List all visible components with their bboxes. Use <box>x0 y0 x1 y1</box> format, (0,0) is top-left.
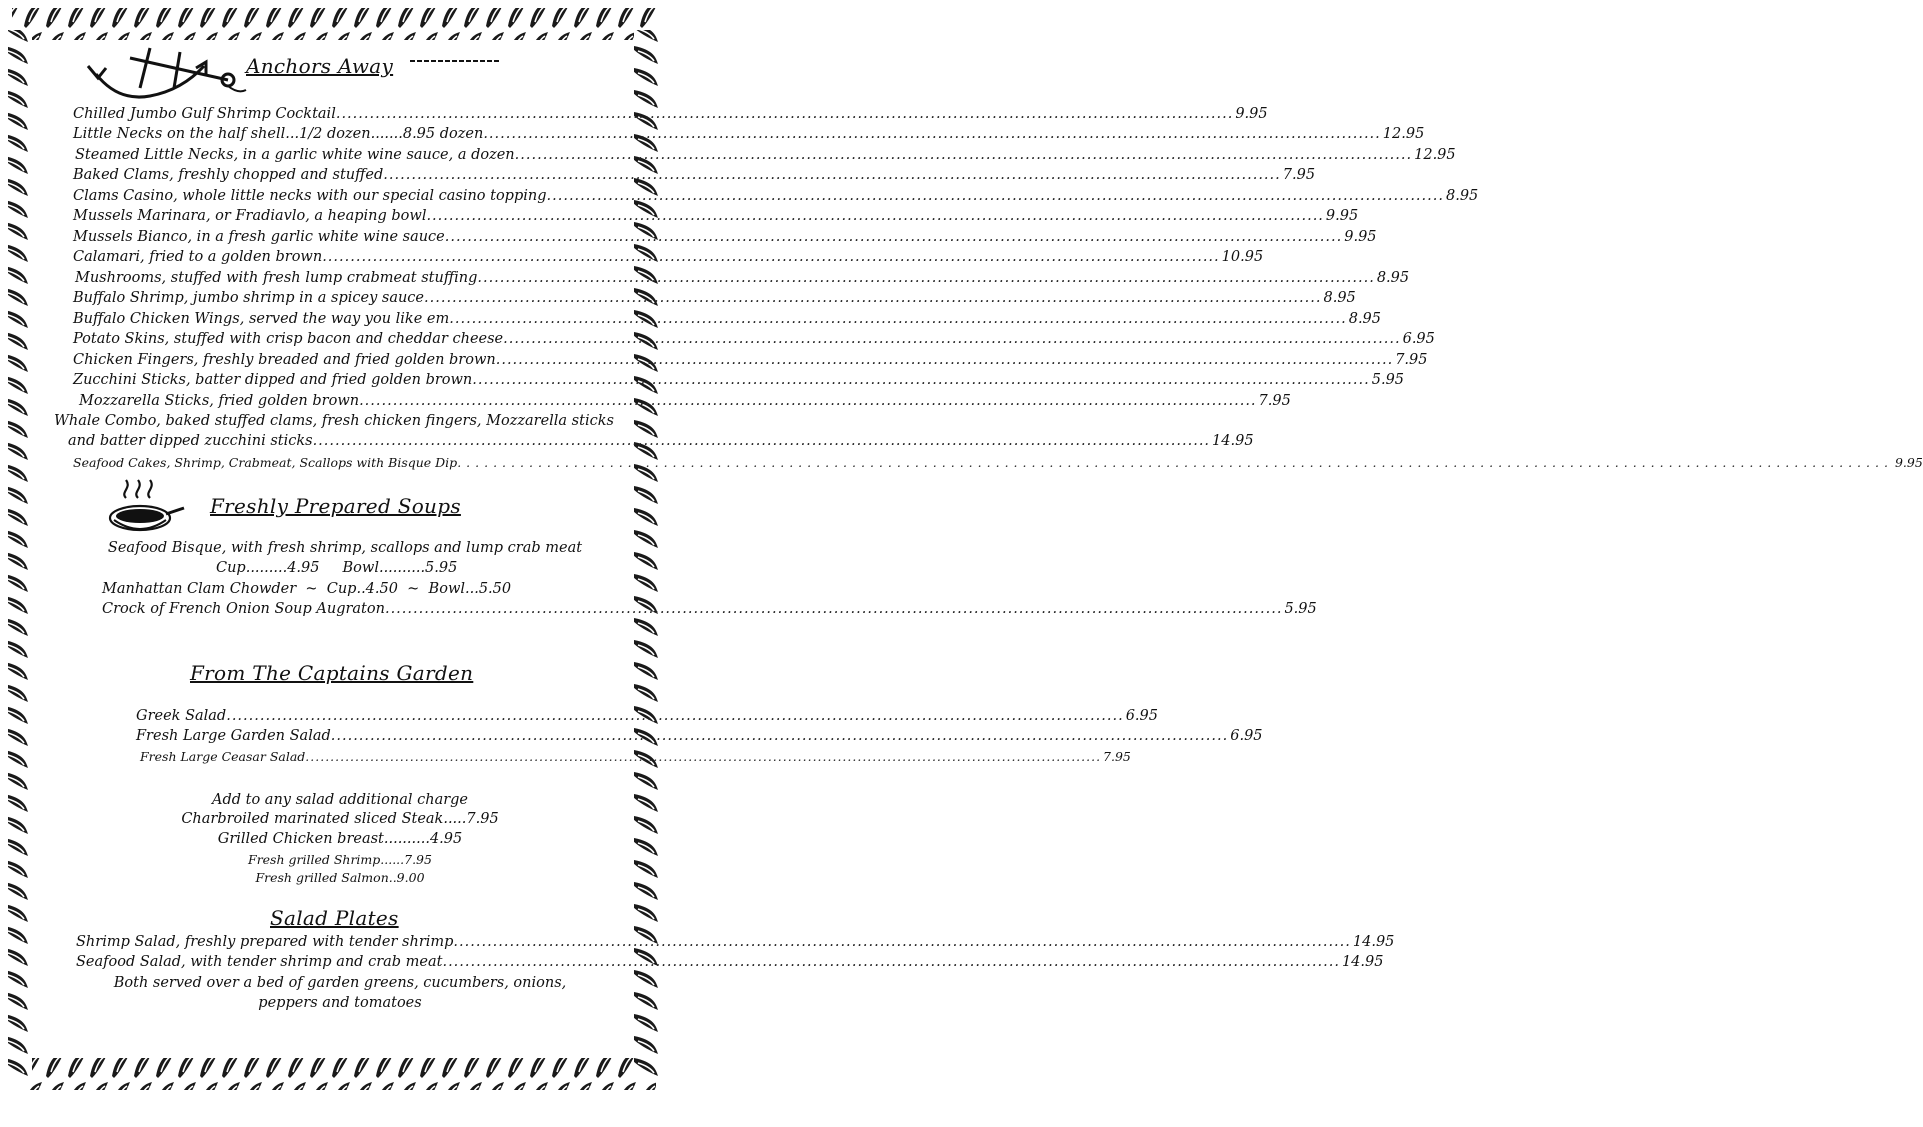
salad-note: peppers and tomatoes <box>258 995 422 1011</box>
list-item: Zucchini Sticks, batter dipped and fried golden brown ..... 5.95 <box>73 370 585 390</box>
salad-note: Both served over a bed of garden greens, cucumbers, onions, <box>113 975 567 991</box>
list-item: Fresh Large Ceasar Salad ..... 7.95 <box>140 747 526 767</box>
list-item: Mushrooms, stuffed with fresh lump crabmeat stuffing ..... 8.95 <box>75 268 585 288</box>
list-item: Mussels Marinara, or Fradiavlo, a heaping bowl ..... 9.95 <box>73 206 585 226</box>
list-item: Potato Skins, stuffed with crisp bacon and cheddar cheese ..... 6.95 <box>73 329 585 349</box>
list-item: Seafood Bisque, with fresh shrimp, scallops and lump crab meat <box>107 540 583 556</box>
section-title-captains-garden: From The Captains Garden <box>190 661 474 685</box>
list-item: Buffalo Chicken Wings, served the way you like em ..... 8.95 <box>73 309 585 329</box>
list-item: Greek Salad ..... 6.95 <box>136 706 528 726</box>
list-item: and batter dipped zucchini sticks ..... 14.95 <box>68 431 591 451</box>
list-item: Calamari, fried to a golden brown ..... 10.95 <box>73 247 585 267</box>
list-item: Little Necks on the half shell...1/2 dozen.......8.95 dozen ..... 12.95 <box>73 124 587 144</box>
list-item: Steamed Little Necks, in a garlic white wine sauce, a dozen ..... 12.95 <box>75 145 586 165</box>
list-item: Mussels Bianco, in a fresh garlic white wine sauce ..... 9.95 <box>73 227 585 247</box>
list-item: Mozzarella Sticks, fried golden brown ..... 7.95 <box>79 391 584 411</box>
list-item: Chilled Jumbo Gulf Shrimp Cocktail ..... 9.95 <box>73 104 561 124</box>
list-item: Seafood Salad, with tender shrimp and crab meat ..... 14.95 <box>76 952 594 972</box>
addon-item: Grilled Chicken breast..........4.95 <box>217 831 463 847</box>
addon-item: Fresh grilled Salmon..9.00 <box>255 870 425 885</box>
addon-item: Fresh grilled Shrimp......7.95 <box>248 852 432 867</box>
soup-bowl-icon <box>106 478 186 536</box>
list-item-combo: Whale Combo, baked stuffed clams, fresh chicken fingers, Mozzarella sticks <box>54 413 614 429</box>
anchor-icon <box>78 44 248 104</box>
list-item: Clams Casino, whole little necks with our special casino topping ..... 8.95 <box>73 186 585 206</box>
list-item: Crock of French Onion Soup Augraton ..... 5.95 <box>102 599 562 619</box>
list-item: Baked Clams, freshly chopped and stuffed ..... 7.95 <box>73 165 585 185</box>
list-item: Shrimp Salad, freshly prepared with tender shrimp ..... 14.95 <box>76 932 594 952</box>
section-title-soups: Freshly Prepared Soups <box>210 494 461 518</box>
addon-heading: Add to any salad additional charge <box>211 792 469 808</box>
list-item: Seafood Cakes, Shrimp, Crabmeat, Scallops with Bisque Dip ..... 9.95 <box>73 453 588 473</box>
list-item: Cup.........4.95 Bowl..........5.95 <box>216 560 458 576</box>
rope-line-icon <box>410 56 500 66</box>
list-item: Chicken Fingers, freshly breaded and fried golden brown ..... 7.95 <box>73 350 585 370</box>
list-item: Fresh Large Garden Salad ..... 6.95 <box>136 726 528 746</box>
list-item: Manhattan Clam Chowder ~ Cup..4.50 ~ Bowl...5.50 <box>102 581 512 597</box>
list-item: Buffalo Shrimp, jumbo shrimp in a spicey sauce ..... 8.95 <box>73 288 585 308</box>
section-title-salad-plates: Salad Plates <box>270 906 399 930</box>
addon-item: Charbroiled marinated sliced Steak.....7.95 <box>181 811 499 827</box>
section-title-anchors-away: Anchors Away <box>246 54 394 78</box>
